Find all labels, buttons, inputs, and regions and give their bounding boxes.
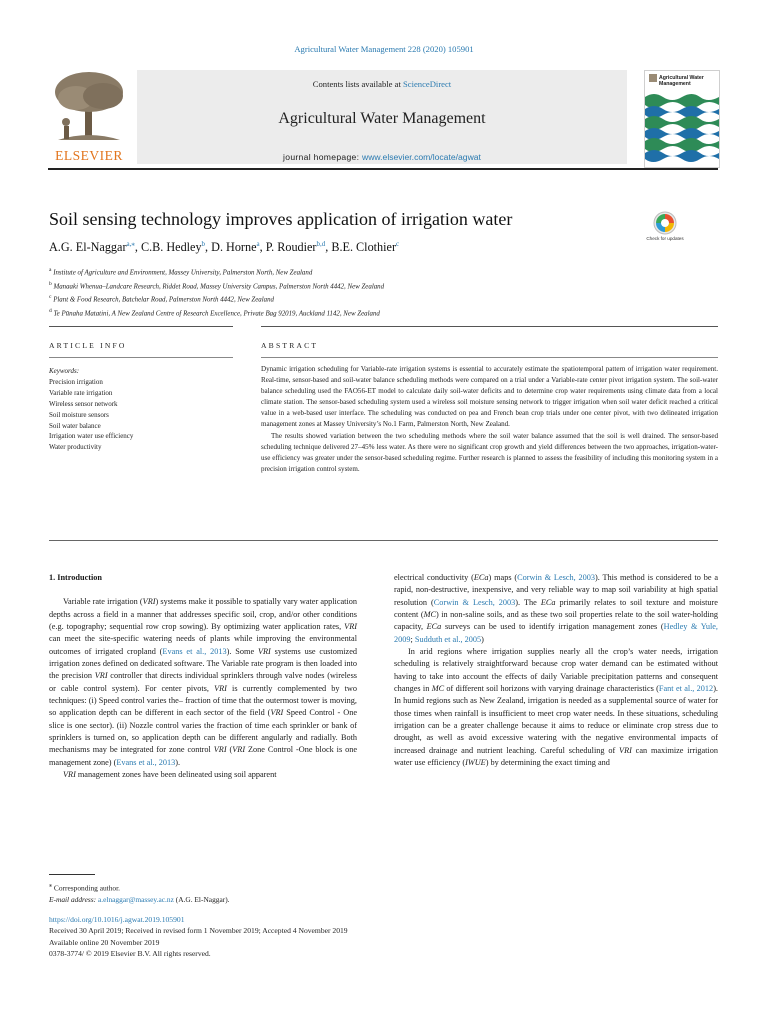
online-date: Available online 20 November 2019 [49,937,160,947]
keyword-item: Precision irrigation [49,377,103,386]
affiliation-text: Manaaki Whenua–Landcare Research, Riddet Road, Massey University Campus, Palmerston North 4442, New Zealand [53,283,385,290]
author-affiliation-marker[interactable]: a [256,240,260,248]
crossmark-icon[interactable] [650,211,680,247]
reference-link[interactable]: Corwin & Lesch, 2003 [517,573,596,582]
affiliation-item [49,265,669,279]
body-column-right [394,572,718,770]
affiliation-marker: c [49,294,52,301]
journal-homepage-line [137,152,627,162]
author-separator: , [134,240,141,255]
abstract-heading: ABSTRACT [261,341,319,350]
body-paragraph: Variable rate irrigation (VRI) systems make it possible to spatially vary water application depths across a field in a manner that addresses specific soil, crop, and/or other conditions (e.g. topography; sequential row crop sowing). By optimizing water application rates, VRI can meet the site-specific watering needs of plants while improving the environmental outcomes of irrigated cropland (Evans et al., 2013). Some VRI systems use customized irrigation zones defined on dedicated software. The Variable rate program is then loaded into the precision VRI controller that directs individual sprinklers through valve nodes (wireless or cable control system). For center pivots, VRI is currently complemented by two techniques: (i) Speed control varies the– fraction of time that the outermost tower is moving, so application depth can be different in each sector of the field (VRI Speed Control - One slice is one sector). (ii) Nozzle control varies the fraction of time each sprinkler or bank of sprinklers is turned on, so application depth can be different angularly and radially. Both mechanisms may be integrated for zone control VRI (VRI Zone Control -One block is one management zone) (Evans et al., 2013). [49,597,358,767]
reference-link[interactable]: Hedley & Yule, 2009 [394,622,718,644]
author-name[interactable]: B.E. Clothier [331,240,397,255]
abstract-bottom-rule [49,540,718,541]
affiliation-marker: a [49,267,52,273]
author-name[interactable]: C.B. Hedley [140,240,202,255]
abstract-paragraph: Dynamic irrigation scheduling for Variable-rate irrigation systems is essential to accurately estimate the spatiotemporal pattern of irrigation water requirement. Real-time, sensor-based and soil-water balance scheduling methods were compared on a trial under a Variable-rate center pivot irrigation system. The soil-water balance scheduling used the FAO56-ET model to calculate daily soil-water deficits and to determine crop water requirements using climate data from a local climate station. The sensor-based scheduling system used a wireless soil moisture sensing network to trigger irrigation when soil water deficit reached a critical value in a web-based user interface. The scheduling was conducted on pea and French bean crop trials under one center pivot, with two delineated irrigation management zones at Massey University’s No.1 Farm, Palmerston North, New Zealand. [261,365,718,429]
section-heading: 1. Introduction [49,573,103,582]
doi-link[interactable]: https://doi.org/10.1016/j.agwat.2019.105901 [49,915,185,924]
article-info-heading: ARTICLE INFO [49,341,127,350]
affiliation-text: Institute of Agriculture and Environment, Massey University, Palmerston North, New Zealand [53,269,313,277]
author-affiliation-marker[interactable]: b [201,240,206,248]
masthead-rule [48,168,718,170]
sciencedirect-link[interactable]: ScienceDirect [403,79,452,89]
author-affiliation-marker[interactable]: a,⁎ [126,240,135,248]
reference-link[interactable]: Corwin & Lesch, 2003 [433,597,516,607]
journal-cover-thumbnail[interactable] [644,70,720,168]
footnotes [49,881,449,905]
corresponding-author-note: ⁎ Corresponding author. [49,883,121,893]
author-name[interactable]: D. Horne [211,240,257,255]
keyword-item: Irrigation water use efficiency [49,432,134,441]
contents-line [137,79,627,89]
copyright-line: 0378-3774/ © 2019 Elsevier B.V. All rights reserved. [49,949,211,959]
keyword-item: Water productivity [49,443,102,452]
keyword-item: Soil water balance [49,421,101,430]
cover-title: Agricultural Water Management [659,75,704,87]
author-name[interactable]: A.G. El-Naggar [49,240,127,255]
author-separator: , [205,240,212,255]
author-affiliation-marker[interactable]: b,d [316,240,326,248]
affiliation-list [49,265,669,320]
author-list [49,240,629,255]
cover-wave-art [645,91,719,167]
received-dates: Received 30 April 2019; Received in revised form 1 November 2019; Accepted 4 November 2019 [49,926,348,936]
body-column-left [49,572,357,782]
abstract-heading-rule [261,357,718,358]
journal-citation-link[interactable]: Agricultural Water Management 228 (2020) 105901 [294,44,474,54]
abstract-paragraph: The results showed variation between the two scheduling methods where the soil water balance assumed that the soil is well drained. The sensor-based scheduling technique delivered 27–45% less water. As there were no significant crop growth and yield differences between the two approaches, irrigation-water-use efficiency was greater under the sensor-based scheduling regime. Further research is planned to assess the feasibility of including this monitoring system in a precision irrigation control system. [261,431,718,473]
abstract-top-rule [261,326,718,327]
body-paragraph: VRI management zones have been delineated using soil apparent [63,770,277,780]
reference-link[interactable]: Sudduth et al., 2005 [414,634,482,644]
affiliation-text: Plant & Food Research, Batchelar Road, Palmerston North 4442, New Zealand [53,296,274,304]
abstract-text [261,364,718,475]
email-note: E-mail address: a.elnaggar@massey.ac.nz (A.G. El-Naggar). [49,894,230,904]
affiliation-marker: d [49,308,52,315]
cover-logo-icon [648,73,658,83]
article-info-heading-rule [49,357,233,358]
article-info-top-rule [49,326,233,327]
affiliation-marker: b [49,280,52,287]
reference-link[interactable]: Evans et al., 2013 [162,646,227,656]
author-separator: , [325,240,332,255]
keyword-item: Wireless sensor network [49,399,118,408]
author-name[interactable]: P. Roudier [265,240,317,255]
body-paragraph: In arid regions where irrigation supplies nearly all the crop’s water needs, irrigation scheduling is relatively straightforward because crop water demand can be estimated without having to take into account the effects of daily Variable precipitation patterns and consequent changes in MC of different soil horizons with varying drainage characteristics (Fant et al., 2012). In humid regions such as New Zealand, irrigation is needed as a supplemental source of water for those times when rainfall is insufficient to meet crop water needs. In these situations, scheduling irrigation can be a greater challenge because it aims to reduce or eliminate crop stress due to drought, as well as avoid excessive watering with the negative environmental impacts of increased drainage and nutrient leaching. Careful scheduling of VRI can maximize irrigation water use efficiency (IWUE) by determining the exact timing and [394,647,718,768]
affiliation-text: Te Pūnaha Matatini, A New Zealand Centre of Research Excellence, Private Bag 92019, Auckland 1142, New Zealand [53,310,380,318]
keywords-block [49,366,233,453]
body-paragraph: electrical conductivity (ECa) maps (Corwin & Lesch, 2003). This method is considered to be a rapid, non-destructive, inexpensive, and very reliable way to map soil variability at high spatial resolution (Corwin & Lesch, 2003). The ECa primarily relates to soil texture and moisture content (MC) in non-saline soils, and as these two soil properties relate to the soil water-holding capacity, ECa surveys can be used to identify irrigation management zones (Hedley & Yule, 2009; Sudduth et al., 2005) [394,573,719,644]
contents-prefix: Contents lists available at [312,79,403,89]
author-affiliation-marker[interactable]: c [396,240,400,248]
footnote-rule [49,874,95,875]
reference-link[interactable]: Evans et al., 2013 [116,757,176,767]
author-separator: , [259,240,266,255]
email-link[interactable]: a.elnaggar@massey.ac.nz [98,894,174,904]
journal-title: Agricultural Water Management [278,110,486,127]
crossmark-label: Check for updates [646,236,684,241]
homepage-link[interactable]: www.elsevier.com/locate/agwat [362,152,481,162]
keywords-label: Keywords: [49,367,80,375]
affiliation-item [49,292,669,306]
affiliation-item [49,279,669,293]
publication-info [49,914,549,960]
keyword-item: Soil moisture sensors [49,410,109,419]
publisher-wordmark: ELSEVIER [55,148,123,163]
keyword-item: Variable rate irrigation [49,388,113,397]
reference-link[interactable]: Fant et al., 2012 [658,684,714,694]
article-title: Soil sensing technology improves application of irrigation water [49,209,513,229]
homepage-label: journal homepage: [283,152,363,162]
affiliation-item [49,306,669,320]
